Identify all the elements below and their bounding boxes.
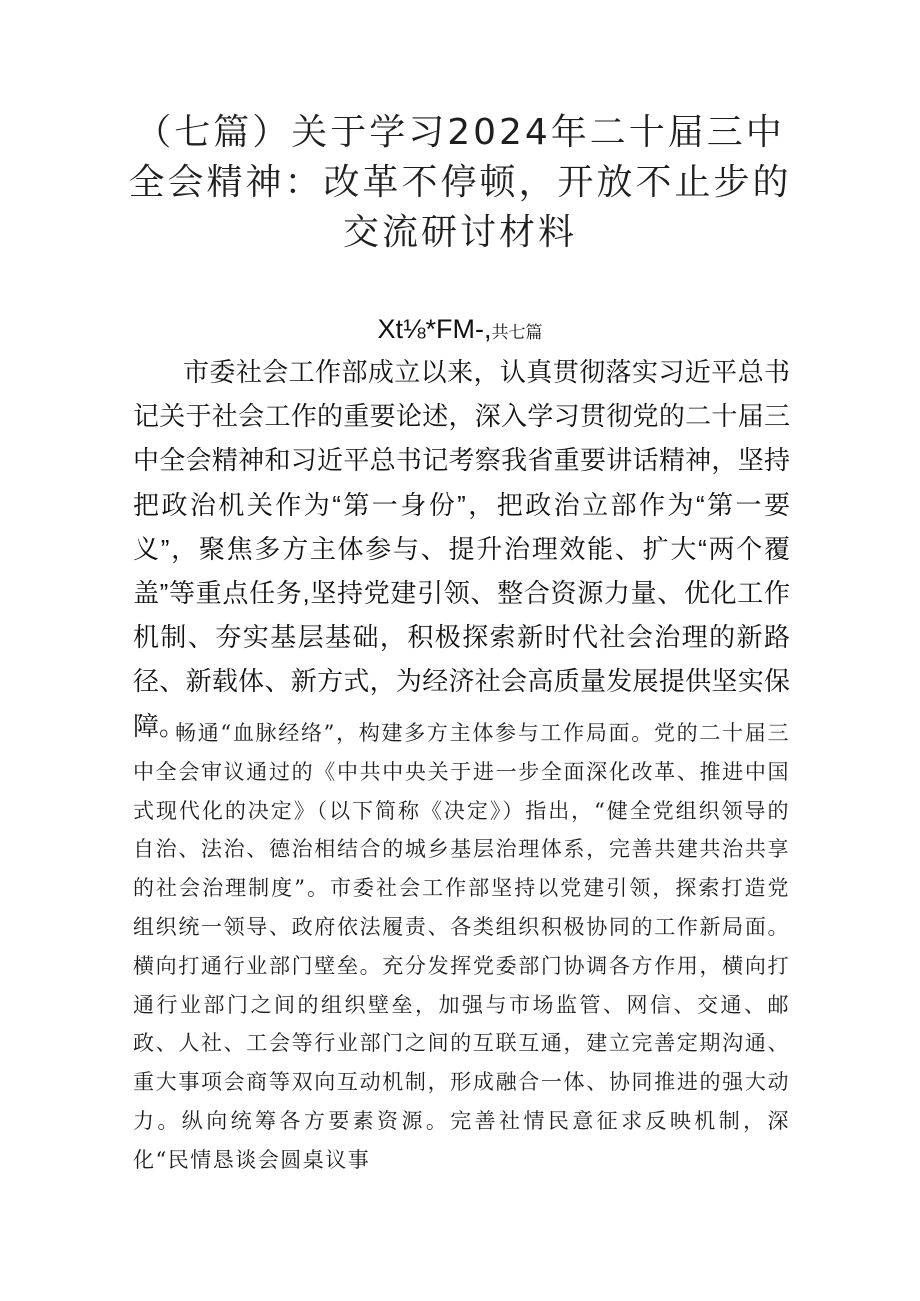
body-paragraph: 畅通“血脉经络”，构建多方主体参与工作局面。党的二十届三中全会审议通过的《中共中央关于进一步全面深化改革、推进中国式现代化的决定》（以下简称《决定》）指出，“健全党组织领导的自治、法治、德治相结合的城乡基层治理体系，完善共建共治共享的社会治理制度”。市委社会工作部坚持以党建引领，探索打造党组织统一领导、政府依法履责、各类组织积极协同的工作新局面。横向打通行业部门壁垒。充分发挥党委部门协调各方作用，横向打通行业部门之间的组织壁垒，加强与市场监管、网信、交通、邮政、人社、工会等行业部门之间的互联互通，建立完善定期沟通、重大事项会商等双向互动机制，形成融合一体、协同推进的强大动力。纵向统筹各方要素资源。完善社情民意征求反映机制，深化“民情恳谈会圆桌议事 (133, 721, 790, 1172)
subtitle-code: Xt⅛*FM-, (377, 314, 492, 344)
document-subtitle (130, 312, 790, 350)
document-title: （七篇）关于学习2024年二十届三中全会精神：改革不停顿，开放不止步的交流研讨材料 (128, 112, 792, 253)
subtitle-suffix: 共七篇 (491, 323, 543, 343)
body-paragraph: 市委社会工作部成立以来，认真贯彻落实习近平总书记关于社会工作的重要论述，深入学习贯彻党的二十届三中全会精神和习近平总书记考察我省重要讲话精神，坚持把政治机关作为“第一身份”，把政治立部作为“第一要义”，聚焦多方主体参与、提升治理效能、扩大“两个覆盖”等重点任务,坚持党建引领、整合资源力量、优化工作机制、夯实基层基础，积极探索新时代社会治理的新路径、新载体、新方式，为经济社会高质量发展提供坚实保障。 (133, 357, 790, 741)
